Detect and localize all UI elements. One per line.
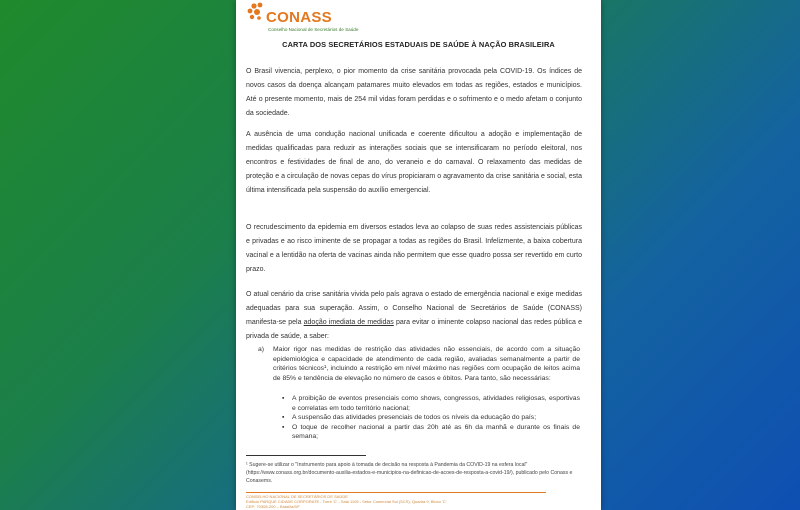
logo-name: CONASS (266, 9, 332, 26)
page-footer (246, 494, 546, 509)
bullet-text: A suspensão das atividades presenciais de todos os níveis da educação do país; (292, 414, 537, 422)
paragraph-4-end: para evitar o iminente colapso nacional das redes pública e privada de saúde, a saber: (246, 319, 582, 340)
bullet-icon: ▪ (282, 395, 285, 402)
document-title: CARTA DOS SECRETÁRIOS ESTADUAIS DE SAÚDE À NAÇÃO BRASILEIRA (282, 40, 555, 49)
bullet-item (282, 423, 580, 442)
paragraph-1: O Brasil vivencia, perplexo, o pior momento da crise sanitária provocada pela COVID-19. Os índices de novos casos da doença alcançam patamares muito elevados em todas as regiões, estados e municípios. Até o presente momento, mais de 254 mil vidas foram perdidas e o sofrimento e o medo afetam o conjunto da sociedade. (246, 68, 582, 117)
document-page (236, 0, 601, 510)
footer-line: Edifício PARQUE CIDADE CORPORATE - Torre 'C' - Sala 1105 - Setor Comercial Sul (SCS), Quadra 9, Bloco 'C' (246, 499, 447, 504)
logo-subtitle: Conselho Nacional de Secretários de Saúde (268, 27, 359, 32)
bullet-item (282, 413, 580, 423)
paragraph-3: O recrudescimento da epidemia em diversos estados leva ao colapso de suas redes assistenciais públicas e privadas e ao risco iminente de se propagar a todas as regiões do Brasil. Infelizmente, a baixa cobertura vacinal e a lentidão na oferta de vacinas ainda não permitem que esse quadro possa ser revertido em curto prazo. (246, 224, 582, 273)
conass-logo (246, 2, 359, 36)
footnote: ¹ Sugere-se utilizar o "Instrumento para apoio à tomada de decisão na resposta à Pandemia da COVID-19 na esfera local" (https://www.conass.org.br/documento-auxilia-estados-e-municipios-na-definicao-de-acoes-de-resposta-a-covid-19/), publicado pelo Conass e Conasems. (246, 462, 573, 484)
list-item-a-text: Maior rigor nas medidas de restrição das atividades não essenciais, de acordo com a situação epidemiológica e capacidade de atendimento de cada região, avaliadas semanalmente a partir de critérios técnicos¹, incluindo a restrição em nível máximo nas regiões com ocupação de leitos acima de 85% e tendência de elevação no número de casos e óbitos. Para tanto, são necessárias: (273, 346, 580, 382)
list-item-a-marker: a) (258, 346, 265, 353)
bullet-item (282, 394, 580, 413)
bullet-icon: ▪ (282, 414, 285, 422)
bullet-icon: ▪ (282, 423, 285, 431)
footer-line: CONSELHO NACIONAL DE SECRETÁRIOS DE SAÚDE (246, 494, 348, 499)
footer-rule (246, 492, 546, 493)
bullet-list (282, 394, 580, 442)
bullet-text: O toque de recolher nacional a partir das 20h até as 6h da manhã e durante os finais de semana; (292, 423, 580, 441)
list-item-a (258, 345, 580, 383)
paragraph-4-start: O atual cenário da crise sanitária vivida pelo país agrava o estado de emergência nacional e exige medidas adequadas para sua superação. Assim, o Conselho Nacional de Secretários de Saúde (CONASS) manifesta-se pela (246, 291, 582, 326)
footnote-separator (246, 455, 366, 456)
paragraph-4 (246, 288, 582, 344)
paragraph-4-underlined: adoção imediata de medidas (303, 319, 394, 326)
footer-line: CEP: 70308-200 – Brasília/DF (246, 504, 300, 509)
paragraph-2: A ausência de uma condução nacional unificada e coerente dificultou a adoção e implementação de medidas qualificadas para reduzir as interações sociais que se intensificaram no período eleitoral, nos encontros e festividades de final de ano, do veraneio e do carnaval. O relaxamento das medidas de proteção e a circulação de novas cepas do vírus propiciaram o agravamento da crise sanitária e social, esta última intensificada pela suspensão do auxílio emergencial. (246, 131, 582, 194)
bullet-text: A proibição de eventos presenciais como shows, congressos, atividades religiosas, esportivas e correlatas em todo território nacional; (292, 395, 580, 412)
